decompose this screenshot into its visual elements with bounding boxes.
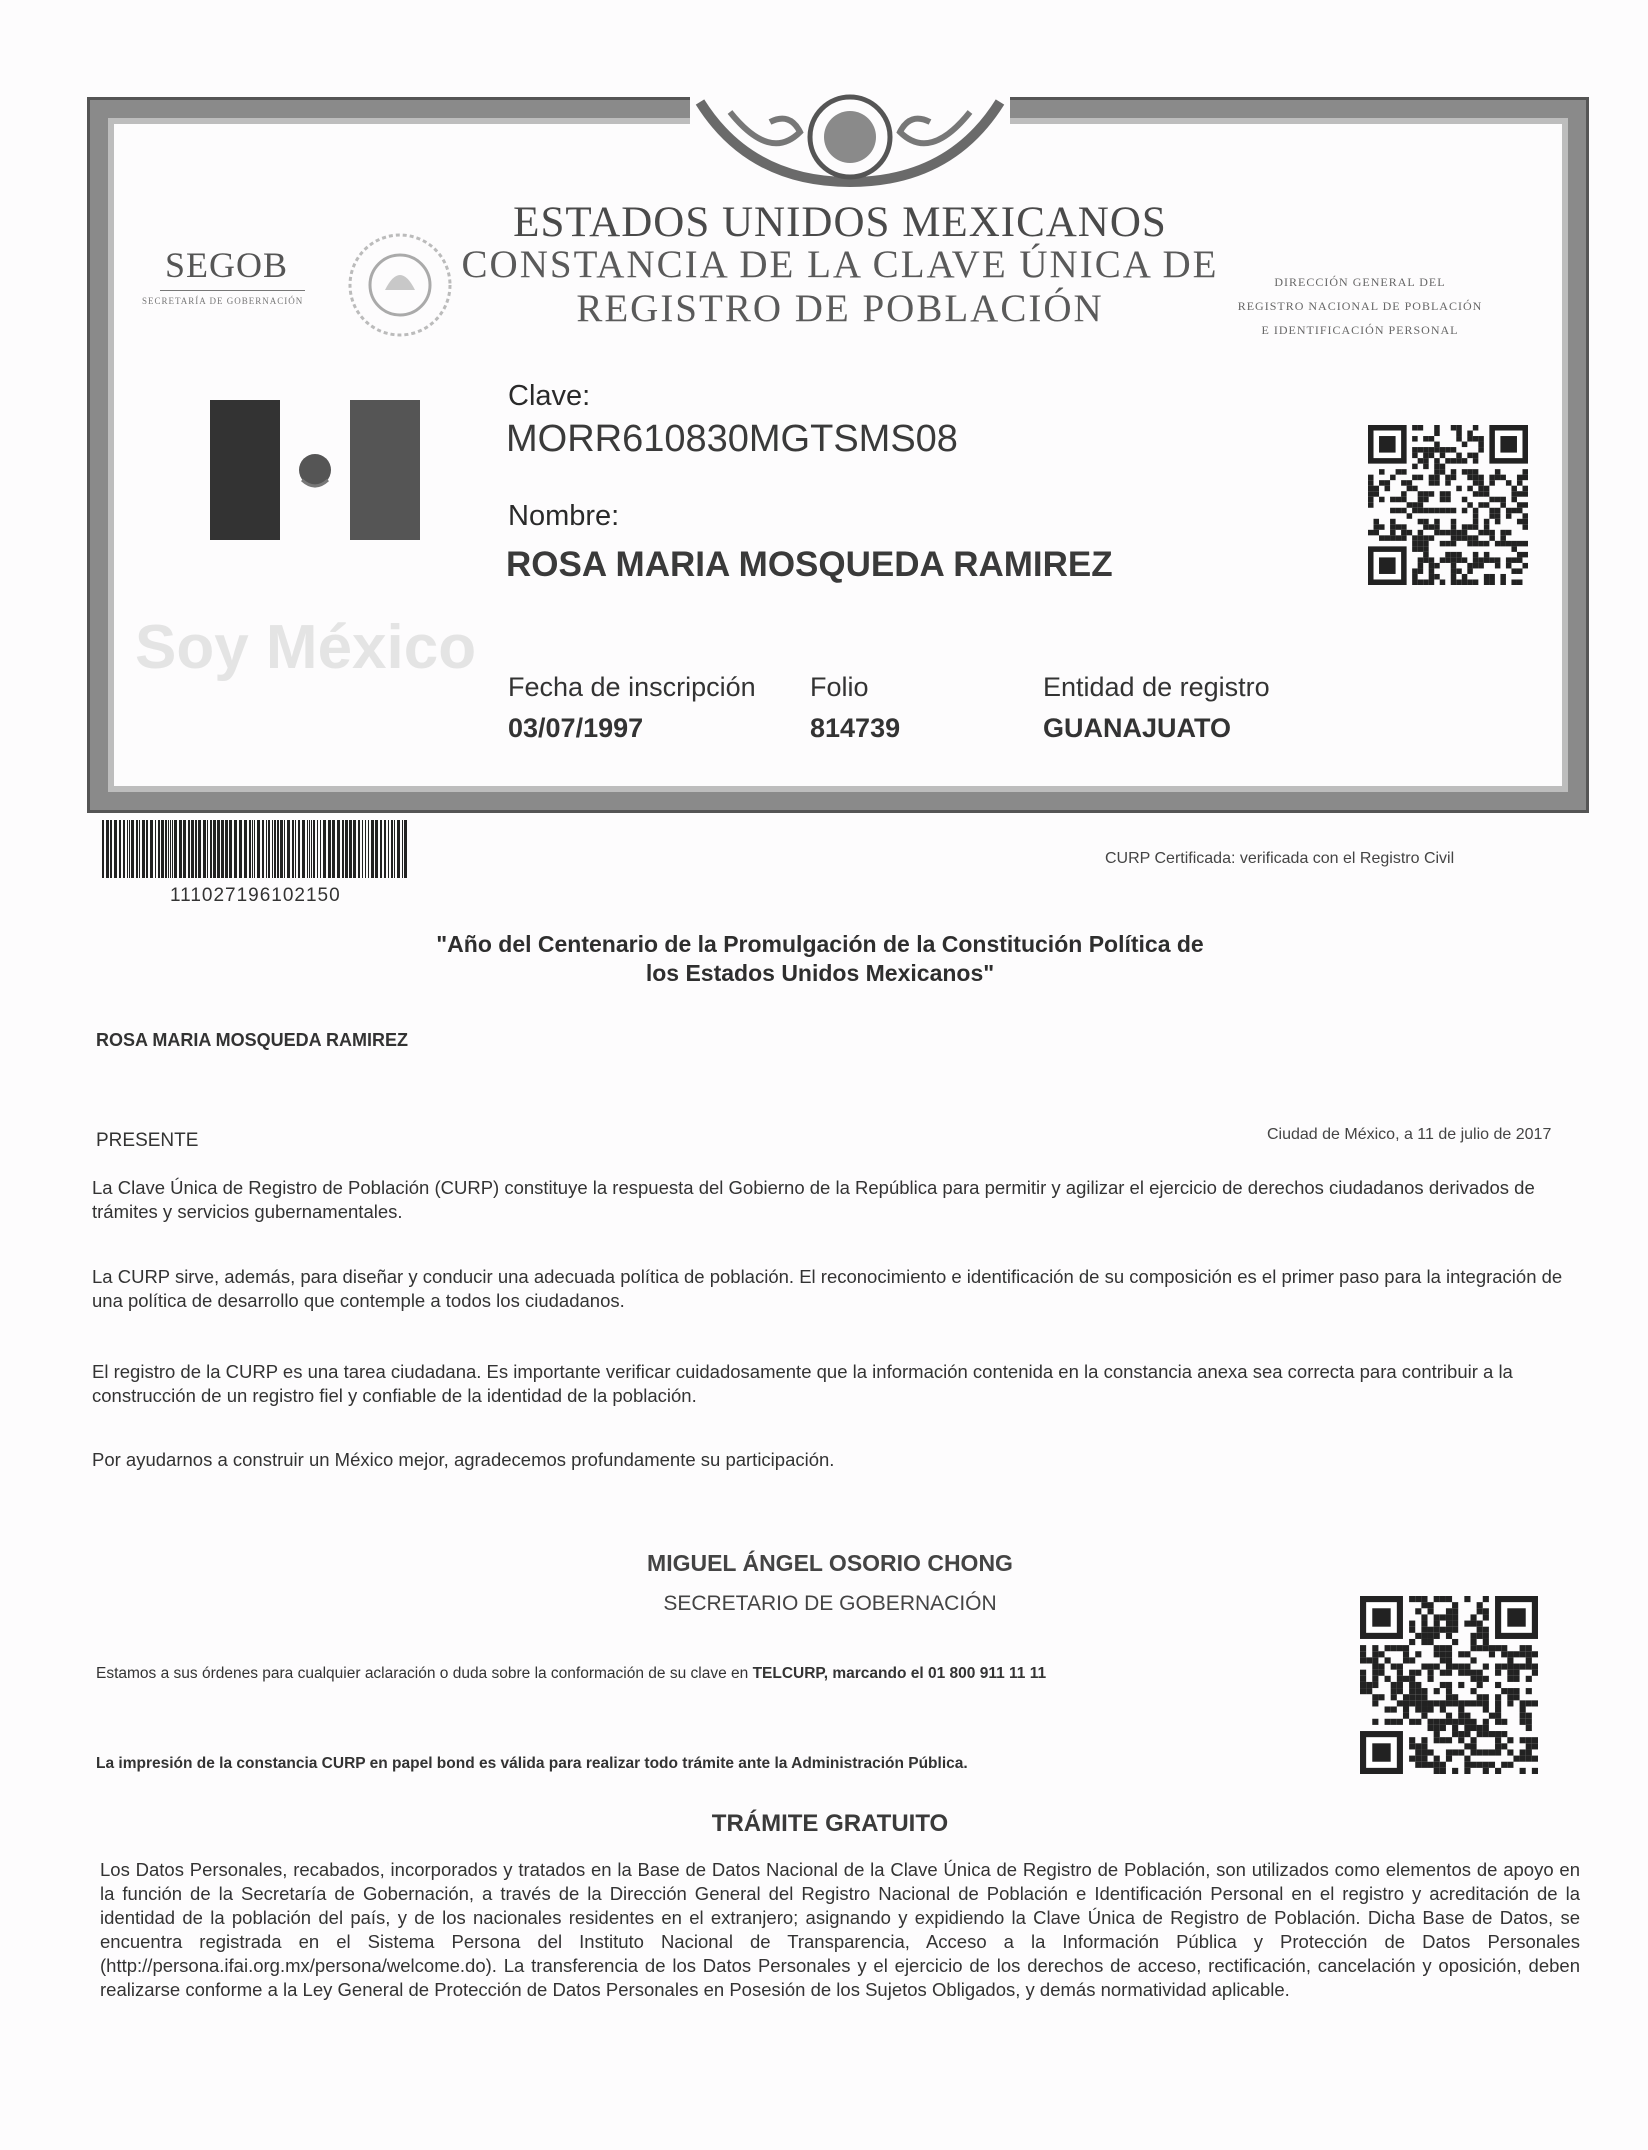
header-subtitle-2: REGISTRO DE POBLACIÓN <box>576 287 1104 330</box>
body-paragraph: La CURP sirve, además, para diseñar y conducir una adecuada política de población. El reconocimiento e identificación de su composición es el primer paso para la integración de una política de desarrollo que contemple a todos los ciudadanos. <box>92 1266 1563 1311</box>
tramite-gratuito-heading: TRÁMITE GRATUITO <box>711 1810 949 1837</box>
segob-logo-subtitle: SECRETARÍA DE GOBERNACIÓN <box>142 296 304 306</box>
clave-label: Clave: <box>508 380 591 412</box>
segob-logo: SEGOB <box>165 245 289 285</box>
body-paragraph: El registro de la CURP es una tarea ciudadana. Es importante verificar cuidadosamente que la información contenida en la constancia anexa sea correcta para contribuir a la construcción de un registro fiel y confiable de la identidad de la población. <box>92 1361 1513 1406</box>
barcode-number: 111027196102150 <box>170 885 341 906</box>
qr-code-icon <box>1368 425 1528 590</box>
addressee-name: ROSA MARIA MOSQUEDA RAMIREZ <box>96 1030 408 1050</box>
nombre-label: Nombre: <box>508 500 620 532</box>
curp-certificada: CURP Certificada: verificada con el Registro Civil <box>1105 850 1455 867</box>
folio-label: Folio <box>810 672 869 702</box>
direccion-general: DIRECCIÓN GENERAL DEL REGISTRO NACIONAL DE POBLACIÓN E IDENTIFICACIÓN PERSONAL <box>1237 275 1483 337</box>
national-seal-icon <box>690 92 1010 192</box>
body-paragraph: Por ayudarnos a construir un México mejor, agradecemos profundamente su participación. <box>92 1449 835 1470</box>
header-subtitle-1: CONSTANCIA DE LA CLAVE ÚNICA DE <box>461 243 1219 286</box>
national-seal-icon <box>345 230 455 345</box>
fecha-inscripcion-label: Fecha de inscripción <box>508 672 756 702</box>
year-motto: "Año del Centenario de la Promulgación de la Constitución Política de los Estados Unidos Mexicanos" <box>436 931 1204 986</box>
place-date: Ciudad de México, a 11 de julio de 2017 <box>1267 1126 1552 1143</box>
impresion-notice: La impresión de la constancia CURP en papel bond es válida para realizar todo trámite ante la Administración Pública. <box>96 1755 968 1772</box>
qr-code-icon <box>1360 1596 1538 1779</box>
folio-value: 814739 <box>810 713 901 743</box>
nombre-value: ROSA MARIA MOSQUEDA RAMIREZ <box>506 545 1113 584</box>
presente-label: PRESENTE <box>96 1130 199 1151</box>
clave-value: MORR610830MGTSMS08 <box>506 418 958 460</box>
telcurp-notice: Estamos a sus órdenes para cualquier aclaración o duda sobre la conformación de su clave en TELCURP, marcando el 01 800 911 11 11 <box>96 1665 1047 1682</box>
entidad-registro-value: GUANAJUATO <box>1043 713 1232 743</box>
signer-name: MIGUEL ÁNGEL OSORIO CHONG <box>647 1550 1013 1576</box>
soy-mexico-watermark: Soy México <box>135 613 477 682</box>
datos-personales-paragraph: Los Datos Personales, recabados, incorporados y tratados en la Base de Datos Nacional de la Clave Única de Registro de Población, son utilizados como elementos de apoyo en la función de la Secretaría de Gobernación, a través de la Dirección General del Registro Nacional de Población e Identificación Personal en el registro y acreditación de la identidad de la población del país, y de los nacionales residentes en el extranjero; asignando y expidiendo la Clave Única de Registro de Población. Dicha Base de Datos, se encuentra registrada en el Sistema Persona del Instituto Nacional de Transparencia, Acceso a la Información Pública y Protección de Datos Personales (http://persona.ifai.org.mx/persona/welcome.do). La transferencia de los Datos Personales y el ejercicio de los derechos de acceso, rectificación, cancelación y oposición, deben realizarse conforme a la Ley General de Protección de Datos Personales en Posesión de los Sujetos Obligados, y demás normatividad aplicable. <box>100 1859 1580 2000</box>
fecha-inscripcion-value: 03/07/1997 <box>508 713 644 743</box>
entidad-registro-label: Entidad de registro <box>1043 672 1270 702</box>
header-title: ESTADOS UNIDOS MEXICANOS <box>513 199 1167 246</box>
mexican-flag-icon <box>210 400 420 545</box>
barcode-icon <box>102 820 412 883</box>
telcurp-phone: TELCURP, marcando el 01 800 911 11 11 <box>752 1665 1047 1682</box>
body-paragraph: La Clave Única de Registro de Población (CURP) constituye la respuesta del Gobierno de la República para permitir y agilizar el ejercicio de derechos ciudadanos derivados de trámites y servicios gubernamentales. <box>92 1177 1535 1222</box>
segob-logo-rule <box>160 290 305 291</box>
signer-title: SECRETARIO DE GOBERNACIÓN <box>663 1592 997 1615</box>
